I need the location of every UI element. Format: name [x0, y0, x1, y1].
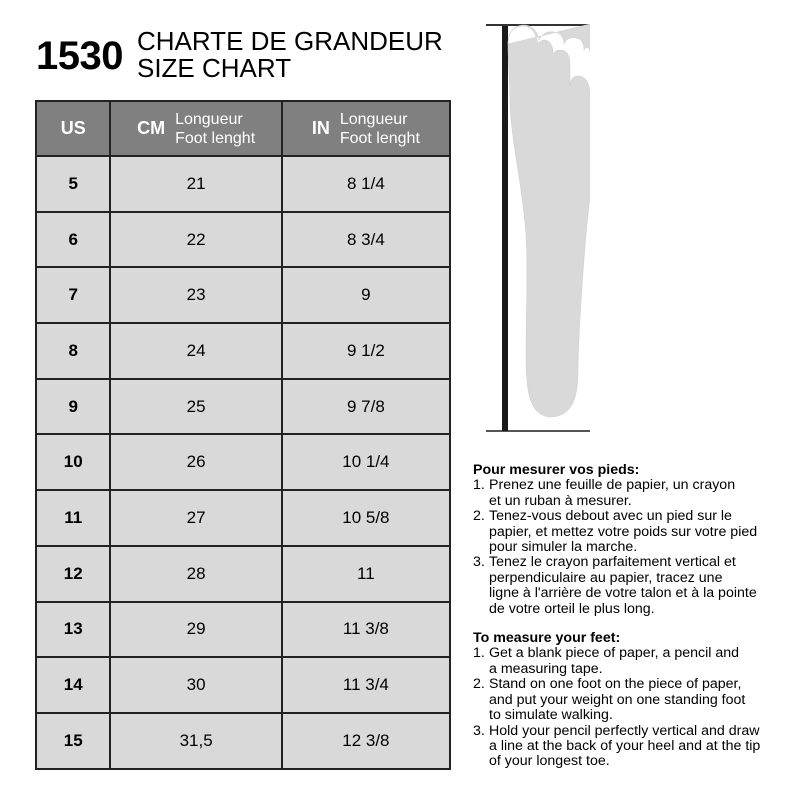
- table-row: [36, 713, 450, 769]
- us-size: 6: [36, 212, 110, 268]
- instructions-heading-fr: Pour mesurer vos pieds:: [473, 462, 640, 478]
- title-block: [36, 28, 443, 82]
- step-number: 3.: [473, 722, 485, 739]
- step-text: perpendiculaire au papier, tracez une: [489, 569, 723, 586]
- step-text: and put your weight on one standing foot: [489, 691, 746, 708]
- header-cm: [110, 101, 281, 156]
- in-length: 11: [282, 546, 450, 602]
- table-row: [36, 602, 450, 658]
- instruction-step: [473, 478, 793, 509]
- in-length: 8 1/4: [282, 156, 450, 212]
- table-row: [36, 546, 450, 602]
- step-text: Tenez-vous debout avec un pied sur le: [489, 508, 732, 525]
- instructions: [473, 463, 793, 770]
- step-text: a measuring tape.: [489, 660, 603, 677]
- in-length: 11 3/8: [282, 602, 450, 658]
- cm-length: 29: [110, 602, 281, 658]
- in-length: 9: [282, 267, 450, 323]
- in-length: 10 1/4: [282, 434, 450, 490]
- table-row: [36, 212, 450, 268]
- step-text: to simulate walking.: [489, 707, 613, 724]
- step-text: papier, et mettez votre poids sur votre pied: [489, 523, 758, 540]
- cm-length: 22: [110, 212, 281, 268]
- cm-length: 21: [110, 156, 281, 212]
- table-row: [36, 156, 450, 212]
- size-table: [35, 100, 451, 770]
- chart-title: [137, 28, 443, 82]
- instruction-step: [473, 509, 793, 555]
- instruction-step: [473, 677, 793, 723]
- in-length: 11 3/4: [282, 657, 450, 713]
- step-text: Get a blank piece of paper, a pencil and: [489, 645, 740, 662]
- table-row: [36, 490, 450, 546]
- step-text: Hold your pencil perfectly vertical and draw: [489, 722, 760, 739]
- header-us-label: US: [60, 118, 86, 138]
- header-cm-sub-fr: Longueur: [175, 110, 243, 128]
- step-text: Stand on one foot on the piece of paper,: [489, 676, 742, 693]
- us-size: 10: [36, 434, 110, 490]
- foot-outline-icon: [486, 24, 590, 436]
- step-number: 3.: [473, 554, 485, 571]
- instruction-step: [473, 555, 793, 617]
- instructions-heading-en: To measure your feet:: [473, 630, 621, 647]
- cm-length: 23: [110, 267, 281, 323]
- step-number: 2.: [473, 676, 485, 693]
- header-in-sub-fr: Longueur: [339, 110, 408, 128]
- cm-length: 25: [110, 379, 281, 435]
- header-cm-sub-en: Foot lenght: [175, 129, 256, 147]
- header-us: [36, 101, 110, 156]
- header-in-sub-en: Foot lenght: [339, 129, 420, 147]
- step-text: Prenez une feuille de papier, un crayon: [489, 477, 736, 494]
- us-size: 11: [36, 490, 110, 546]
- in-length: 9 1/2: [282, 323, 450, 379]
- step-number: 1.: [473, 477, 485, 494]
- cm-length: 28: [110, 546, 281, 602]
- instruction-step: [473, 724, 793, 770]
- header-cm-label: CM: [137, 118, 166, 138]
- step-text: de votre orteil le plus long.: [489, 600, 655, 617]
- title-english: SIZE CHART: [136, 53, 292, 83]
- step-text: et un ruban à mesurer.: [489, 492, 632, 509]
- table-row: [36, 323, 450, 379]
- header-in-label: IN: [311, 118, 330, 138]
- step-text: Tenez le crayon parfaitement vertical et: [489, 554, 736, 571]
- header-in: [282, 101, 450, 156]
- in-length: 12 3/8: [282, 713, 450, 769]
- us-size: 14: [36, 657, 110, 713]
- in-length: 9 7/8: [282, 379, 450, 435]
- ruler-bar: [502, 26, 508, 431]
- instructions-english: [473, 631, 793, 770]
- step-number: 1.: [473, 645, 485, 662]
- instructions-french: [473, 463, 793, 617]
- us-size: 9: [36, 379, 110, 435]
- instruction-step: [473, 646, 793, 677]
- model-number: 1530: [36, 34, 123, 78]
- us-size: 15: [36, 713, 110, 769]
- us-size: 13: [36, 602, 110, 658]
- us-size: 7: [36, 267, 110, 323]
- foot-shape: [508, 24, 590, 417]
- table-row: [36, 379, 450, 435]
- cm-length: 27: [110, 490, 281, 546]
- step-text: ligne à l'arrière de votre talon et à la pointe: [489, 585, 757, 602]
- cm-length: 30: [110, 657, 281, 713]
- table-header-row: [36, 101, 450, 156]
- us-size: 5: [36, 156, 110, 212]
- us-size: 12: [36, 546, 110, 602]
- table-row: [36, 657, 450, 713]
- cm-length: 26: [110, 434, 281, 490]
- step-number: 2.: [473, 508, 485, 525]
- step-text: of your longest toe.: [489, 753, 610, 770]
- table-row: [36, 434, 450, 490]
- cm-length: 24: [110, 323, 281, 379]
- table-row: [36, 267, 450, 323]
- us-size: 8: [36, 323, 110, 379]
- step-text: a line at the back of your heel and at the tip: [489, 737, 761, 754]
- in-length: 10 5/8: [282, 490, 450, 546]
- in-length: 8 3/4: [282, 212, 450, 268]
- step-text: pour simuler la marche.: [489, 539, 638, 556]
- cm-length: 31,5: [110, 713, 281, 769]
- title-french: CHARTE DE GRANDEUR: [136, 26, 443, 56]
